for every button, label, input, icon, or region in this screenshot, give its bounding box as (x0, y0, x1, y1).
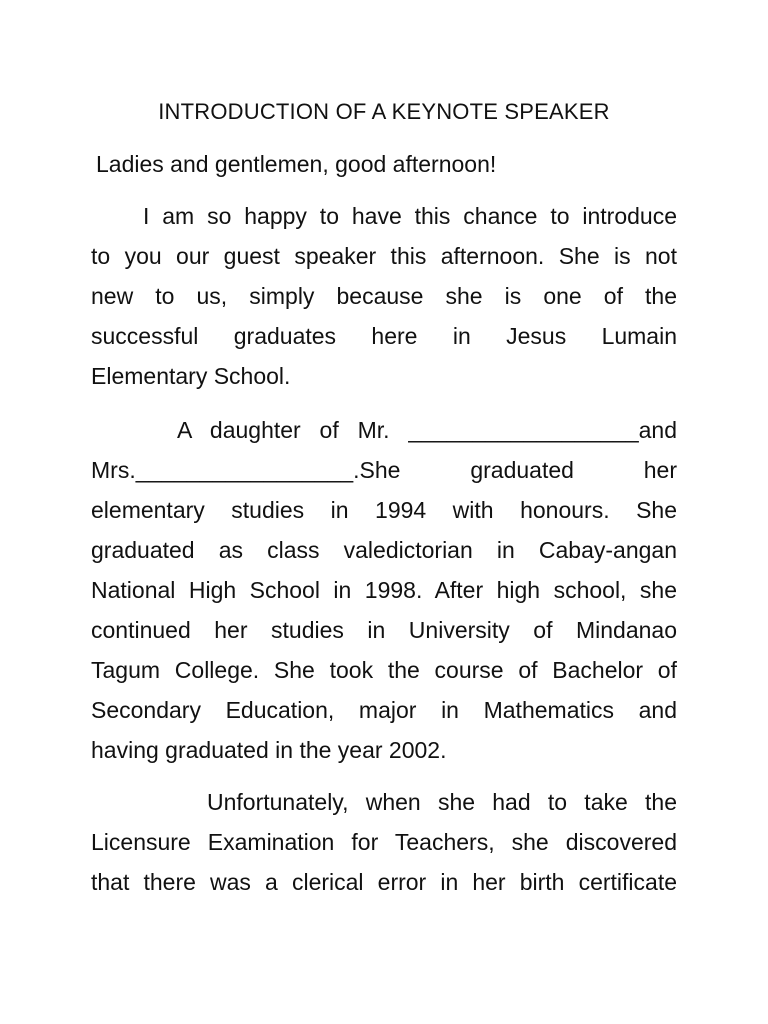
paragraph-line: Elementary School. (91, 363, 291, 389)
paragraph-line: elementary studies in 1994 with honours. She (91, 497, 677, 523)
document-title: INTRODUCTION OF A KEYNOTE SPEAKER (158, 99, 610, 124)
paragraph-line: A daughter of Mr. __________________and (177, 417, 677, 443)
paragraph-line: Tagum College. She took the course of Bachelor of (91, 657, 677, 683)
paragraph-line: graduated as class valedictorian in Cabay-angan (91, 537, 677, 563)
paragraph-line: that there was a clerical error in her birth certificate (91, 869, 677, 895)
paragraph-background (91, 410, 677, 770)
paragraph-licensure (91, 782, 677, 902)
paragraph-line: Mrs._________________.She graduated her (91, 457, 677, 483)
paragraph-line: having graduated in the year 2002. (91, 737, 447, 763)
paragraph-line: continued her studies in University of Mindanao (91, 617, 677, 643)
paragraph-line: I am so happy to have this chance to introduce (143, 203, 677, 229)
greeting-line: Ladies and gentlemen, good afternoon! (96, 151, 497, 177)
paragraph-line: to you our guest speaker this afternoon. She is not (91, 243, 677, 269)
paragraph-line: Secondary Education, major in Mathematics and (91, 697, 677, 723)
paragraph-line: Licensure Examination for Teachers, she discovered (91, 829, 677, 855)
paragraph-line: successful graduates here in Jesus Lumain (91, 323, 677, 349)
paragraph-line: National High School in 1998. After high school, she (91, 577, 677, 603)
paragraph-intro (91, 196, 677, 396)
paragraph-line: new to us, simply because she is one of the (91, 283, 677, 309)
paragraph-line: Unfortunately, when she had to take the (207, 789, 677, 815)
